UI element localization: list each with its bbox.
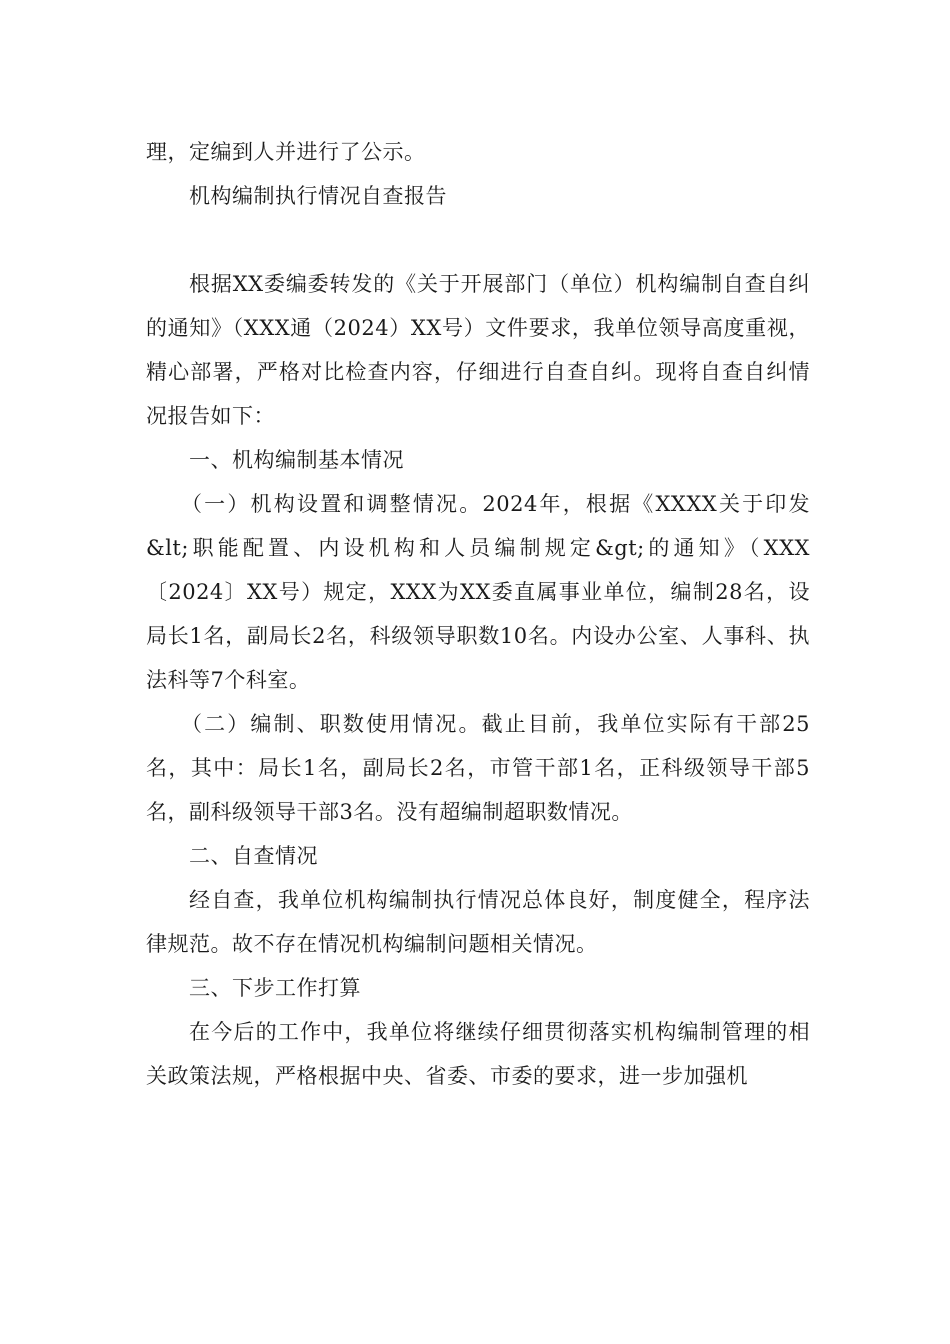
section-3-paragraph: 在今后的工作中，我单位将继续仔细贯彻落实机构编制管理的相关政策法规，严格根据中央、省委、市委的要求，进一步加强机 (146, 1020, 810, 1088)
section-1-paragraph-1: （一）机构设置和调整情况。2024年，根据《XXXX关于印发&lt;职能配置、内设机构和人员编制规定&gt;的通知》（XXX〔2024〕XX号）规定，XXX为XX委直属事业单位，编制28名，设局长1名，副局长2名，科级领导职数10名。内设办公室、人事科、执法科等7个科室。 (146, 492, 811, 692)
section-heading-1: 一、机构编制基本情况 (189, 448, 404, 472)
document-body (146, 130, 810, 1098)
section-2-paragraph: 经自查，我单位机构编制执行情况总体良好，制度健全，程序法律规范。故不存在情况机构编制问题相关情况。 (146, 888, 810, 956)
section-1-paragraph-2: （二）编制、职数使用情况。截止目前，我单位实际有干部25名，其中：局长1名，副局长2名，市管干部1名，正科级领导干部5名，副科级领导干部3名。没有超编制超职数情况。 (146, 712, 810, 824)
continuation-paragraph: 理，定编到人并进行了公示。 (146, 140, 426, 164)
section-heading-2: 二、自查情况 (189, 844, 318, 868)
report-title: 机构编制执行情况自查报告 (189, 184, 447, 208)
intro-paragraph: 根据XX委编委转发的《关于开展部门（单位）机构编制自查自纠的通知》（XXX通（2024）XX号）文件要求，我单位领导高度重视，精心部署，严格对比检查内容，仔细进行自查自纠。现将自查自纠情况报告如下： (146, 272, 810, 428)
section-heading-3: 三、下步工作打算 (189, 976, 361, 1000)
